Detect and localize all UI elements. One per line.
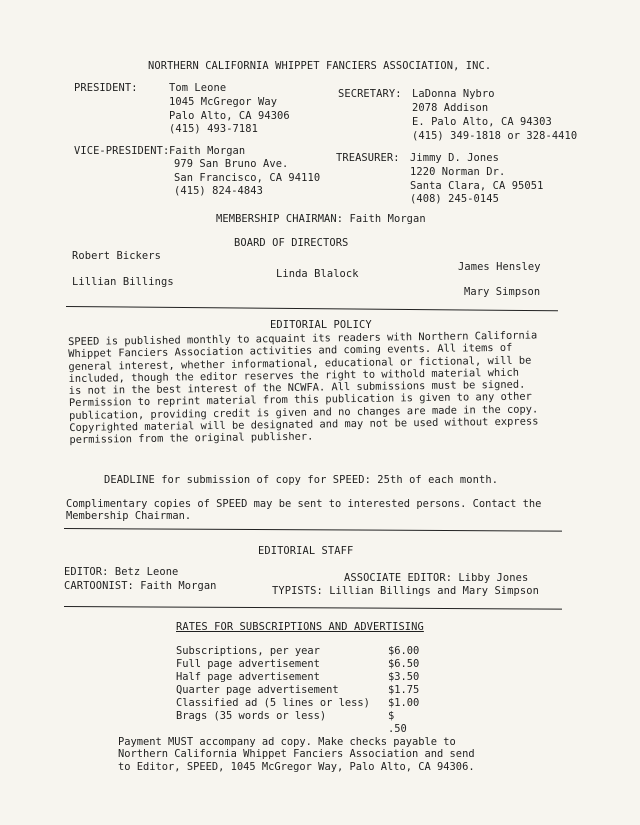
editorial-policy-title: EDITORIAL POLICY: [270, 319, 372, 331]
secretary-label: SECRETARY:: [338, 88, 402, 100]
secretary-address2: E. Palo Alto, CA 94303: [412, 116, 552, 128]
organization-title: NORTHERN CALIFORNIA WHIPPET FANCIERS ASSOCIATION, INC.: [148, 60, 492, 72]
rate-row: [176, 658, 420, 671]
rate-row: [176, 710, 416, 735]
rate-price: $ .50: [388, 710, 407, 735]
rate-price: $6.00: [388, 645, 420, 657]
cartoonist-credit: CARTOONIST: Faith Morgan: [64, 580, 217, 592]
divider: [66, 306, 558, 311]
vice-president-address2: San Francisco, CA 94110: [174, 172, 321, 184]
divider: [64, 528, 562, 532]
rate-label: Full page advertisement: [176, 658, 320, 670]
rate-label: Subscriptions, per year: [176, 645, 320, 657]
divider: [64, 606, 562, 610]
board-member: Linda Blalock: [276, 268, 359, 280]
treasurer-label: TREASURER:: [336, 152, 400, 164]
editorial-policy-body: SPEED is published monthly to acquaint its readers with Northern California Whippet Fanciers Association activities and coming events. All items of general interest, whether informational, educational or fictional, will be included, though the editor reserves the right to withold material which is not in the best interest of the NCWFA. All submissions must be signed. Permission to reprint material from this publication is given to any other publication, providing credit is given and no changes are made in the copy. Copyrighted material will be designated and may not be used without express permission from the original publisher.: [68, 329, 539, 447]
rate-row: [176, 671, 420, 684]
vice-president-phone: (415) 824-4843: [174, 185, 263, 197]
complimentary-note: Complimentary copies of SPEED may be sent to interested persons. Contact the Membership Chairman.: [66, 498, 542, 523]
board-title: BOARD OF DIRECTORS: [234, 237, 349, 249]
membership-chairman: MEMBERSHIP CHAIRMAN: Faith Morgan: [216, 213, 426, 225]
vice-president-label: VICE-PRESIDENT:: [74, 145, 170, 157]
rate-price: $1.00: [388, 697, 420, 709]
president-label: PRESIDENT:: [74, 82, 138, 94]
editor-credit: EDITOR: Betz Leone: [64, 566, 179, 578]
vice-president-address1: 979 San Bruno Ave.: [174, 158, 289, 170]
president-phone: (415) 493-7181: [169, 123, 258, 135]
board-member: Robert Bickers: [72, 250, 161, 262]
treasurer-name: Jimmy D. Jones: [410, 152, 499, 164]
treasurer-phone: (408) 245-0145: [410, 193, 499, 205]
president-name: Tom Leone: [169, 82, 227, 94]
vice-president-name: Faith Morgan: [169, 145, 246, 157]
board-member: James Hensley: [458, 261, 541, 273]
secretary-phone: (415) 349-1818 or 328-4410: [412, 130, 578, 142]
president-address1: 1045 McGregor Way: [169, 96, 278, 108]
associate-editor-credit: ASSOCIATE EDITOR: Libby Jones: [344, 572, 529, 584]
treasurer-address2: Santa Clara, CA 95051: [410, 180, 544, 192]
rate-row: [176, 697, 420, 710]
rate-label: Half page advertisement: [176, 671, 320, 683]
deadline-note: DEADLINE for submission of copy for SPEED: 25th of each month.: [104, 474, 499, 486]
rate-row: [176, 684, 420, 697]
payment-note: Payment MUST accompany ad copy. Make checks payable to Northern California Whippet Fanciers Association and send to Editor, SPEED, 1045 McGregor Way, Palo Alto, CA 94306.: [118, 736, 475, 773]
board-member: Mary Simpson: [464, 286, 541, 298]
rates-title: RATES FOR SUBSCRIPTIONS AND ADVERTISING: [176, 621, 424, 633]
secretary-name: LaDonna Nybro: [412, 88, 495, 100]
secretary-address1: 2078 Addison: [412, 102, 489, 114]
rate-price: $3.50: [388, 671, 420, 683]
rate-price: $6.50: [388, 658, 420, 670]
rate-row: [176, 645, 420, 658]
treasurer-address1: 1220 Norman Dr.: [410, 166, 506, 178]
president-address2: Palo Alto, CA 94306: [169, 110, 290, 122]
typists-credit: TYPISTS: Lillian Billings and Mary Simpson: [272, 585, 539, 597]
editorial-staff-title: EDITORIAL STAFF: [258, 545, 354, 557]
rate-label: Brags (35 words or less): [176, 710, 327, 722]
rate-label: Quarter page advertisement: [176, 684, 339, 696]
rate-price: $1.75: [388, 684, 420, 696]
board-member: Lillian Billings: [72, 276, 174, 288]
rate-label: Classified ad (5 lines or less): [176, 697, 370, 709]
